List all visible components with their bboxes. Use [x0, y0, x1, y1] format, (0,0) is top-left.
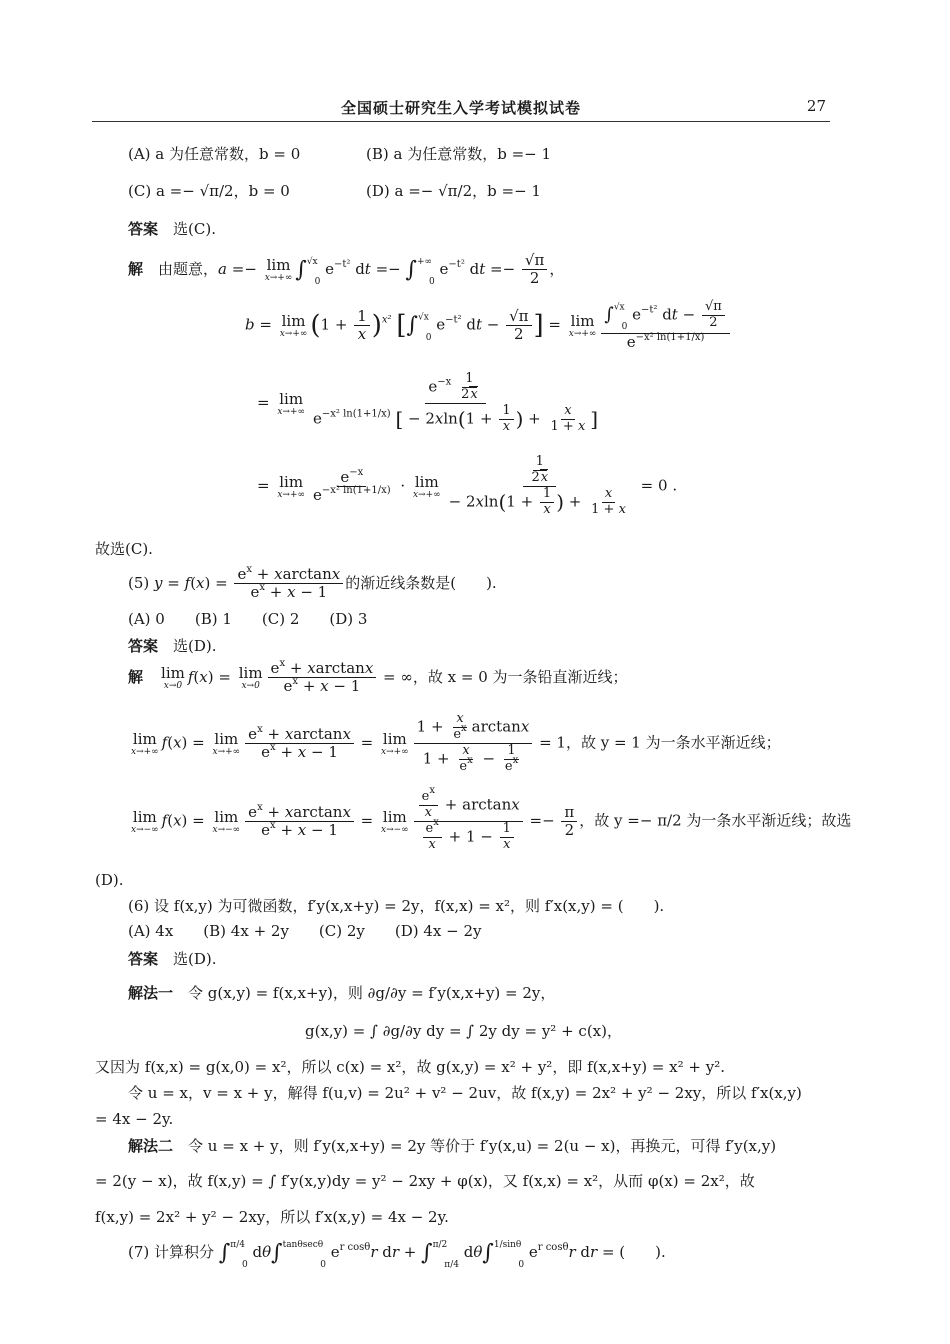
q7-stem-prefix: (7) 计算积分 [128, 1243, 215, 1261]
q5-solution-line3: lim x→−∞ f(x) = lim x→−∞ $\frac{e^x + xarctanx}{e^x + x - 1}$ = lim x→−∞ $\frac{e^x}{x}$ + arctanx $\frac{e^x}{x}$ + 1 − $\frac{1}{x}$ =− $\frac{\pi}{2}$ ，故 y =− π/2 为一条水平渐近线；故选 [131, 785, 852, 852]
page-header [92, 97, 830, 122]
q5-solution-label: 解 [128, 667, 144, 686]
q5-line3-end: (D). [95, 871, 124, 889]
q5-stem-suffix: 的渐近线条数是( ). [345, 573, 497, 592]
q6-method2-line1 [128, 1135, 776, 1156]
q6-method1-line5: = 4x − 2y. [95, 1110, 174, 1128]
q6-method2-line2: = 2(y − x)，故 f(x,y) = ∫ f′y(x,y)dy = y² − 2xy + φ(x)，又 f(x,x) = x²，从而 φ(x) = 2x²，故 [95, 1172, 755, 1190]
q5-answer-label: 答案 [128, 637, 159, 655]
q5-options: (A) 0 (B) 1 (C) 2 (D) 3 [128, 610, 368, 628]
q5-answer-text: 选(D). [173, 637, 217, 655]
q5-line2-text: = 1，故 y = 1 为一条水平渐近线； [539, 733, 781, 752]
q6-options: (A) 4x (B) 4x + 2y (C) 2y (D) 4x − 2y [128, 922, 482, 940]
q5-line3-text: ，故 y =− π/2 为一条水平渐近线；故选 [579, 811, 852, 830]
q4-option-a: (A) a 为任意常数，b = 0 [128, 145, 301, 163]
q6-answer-label: 答案 [128, 950, 159, 968]
q6-method1-line2: g(x,y) = ∫ ∂g/∂y dy = ∫ 2y dy = y² + c(x)， [305, 1022, 622, 1040]
q5-line1-text: ，故 x = 0 为一条铅直渐近线； [412, 667, 628, 686]
q6-method2-line3: f(x,y) = 2x² + y² − 2xy，所以 f′x(x,y) = 4x − 2y. [95, 1208, 449, 1226]
q6-answer-text: 选(D). [173, 950, 217, 968]
q5-stem: (5) y = f(x) = $\frac{e^x + xarctanx}{e^x + x - 1}$ 的渐近线条数是( ). [128, 564, 497, 602]
q4-option-c: (C) a =− √π/2，b = 0 [128, 182, 290, 200]
q6-m1-line1: 令 g(x,y) = f(x,x+y)，则 ∂g/∂y = f′y(x,x+y) = 2y， [188, 984, 556, 1002]
q6-answer [128, 948, 217, 969]
q4-solution-a [128, 252, 564, 288]
q4-solution-label: 解 [128, 259, 144, 278]
q6-m2-line1: 令 u = x + y，则 f′y(x,x+y) = 2y 等价于 f′y(x,u) = 2(u − x)，再换元，可得 f′y(x,y) [188, 1137, 777, 1155]
q4-eq-b-line2: = lim x→+∞ $e^{-x}$ $\frac{1}{2x}$ $e^{-x^2 ln(1+1/x)}$ [ − 2xln(1 + $\frac{1}{x}$ ) + $\frac{x}{1 + x}$ ] [257, 371, 599, 434]
q6-method1-line4: 令 u = x，v = x + y，解得 f(u,v) = 2u² + v² − 2uv，故 f(x,y) = 2x² + y² − 2xy，所以 f′x(x,y) [128, 1084, 802, 1102]
header-title: 全国硕士研究生入学考试模拟试卷 [340, 99, 581, 117]
q4-eq-a: a =− lim x→+∞ ∫$^{√x}_0$ $e^{-t^2}$ dt =− $\int^{+\infty}_0$ $e^{-t^2}$ dt =− $\frac{√\pi}{2}$ ， [218, 251, 565, 288]
q6-method2-label: 解法二 [128, 1137, 174, 1155]
q4-solution-intro: 由题意， [158, 259, 219, 278]
q4-eq-b-line3: = lim x→+∞ $\frac{e^{-x}}{e^{-x^2 ln(1+1/x)}}$ · lim x→+∞ $\frac{1}{2x}$ − 2xln(1 + $\frac{1}{x}$ ) + $\frac{x}{1 + x}$ = 0 . [257, 454, 678, 517]
q6-method1-label: 解法一 [128, 984, 174, 1002]
q6-method1-line1 [128, 982, 555, 1003]
q5-solution-line1: 解 lim x→0 f(x) = lim x→0 $\frac{e^x + xarctanx}{e^x + x - 1}$ = ∞，故 x = 0 为一条铅直渐近线； [128, 658, 628, 696]
q4-answer [128, 218, 216, 239]
q7-stem: (7) 计算积分 ∫$^{\pi/4}_0$ dθ∫$^{tan\theta sec\theta}_0$ $e^{r cos\theta}r$ dr + ∫$^{\pi/2}_{\pi/4}$ dθ∫$^{1/sin\theta}_0$ $e^{r cos\theta}r$ dr = ( ). [128, 1240, 666, 1270]
q5-stem-prefix: (5) [128, 573, 150, 592]
q4-eq-b-line1: b = lim x→+∞ (1 + $\frac{1}{x}$ )$^{x^2}$ [∫$^{√x}_0$ $e^{-t^2}$ dt − $\frac{√\pi}{2}$ ] = lim x→+∞ ∫$^{√x}_0$ $e^{-t^2}$ dt − $\frac{√\pi}{2}$ $e^{-x^2 ln(1+1/x)}$ [245, 300, 732, 351]
q4-answer-label: 答案 [128, 220, 159, 238]
q7-stem-suffix: = ( ). [601, 1243, 666, 1261]
q4-conclusion: 故选(C). [95, 540, 153, 558]
q4-answer-text: 选(C). [173, 220, 216, 238]
q5-solution-line2: lim x→+∞ f(x) = lim x→+∞ $\frac{e^x + xarctanx}{e^x + x - 1}$ = lim x→+∞ 1 + $\frac{x}{e^x}$ arctanx 1 + $\frac{x}{e^x}$ − $\frac{1}{e^x}$ = 1，故 y = 1 为一条水平渐近线； [131, 711, 781, 774]
q4-option-d: (D) a =− √π/2，b =− 1 [366, 182, 541, 200]
page-number: 27 [806, 97, 826, 115]
q6-stem: (6) 设 f(x,y) 为可微函数，f′y(x,x+y) = 2y，f(x,x) = x²，则 f′x(x,y) = ( ). [128, 897, 665, 915]
q6-method1-line3: 又因为 f(x,x) = g(x,0) = x²，所以 c(x) = x²，故 g(x,y) = x² + y²，即 f(x,x+y) = x² + y². [95, 1058, 726, 1076]
q5-answer [128, 635, 217, 656]
q4-option-b: (B) a 为任意常数，b =− 1 [366, 145, 552, 163]
